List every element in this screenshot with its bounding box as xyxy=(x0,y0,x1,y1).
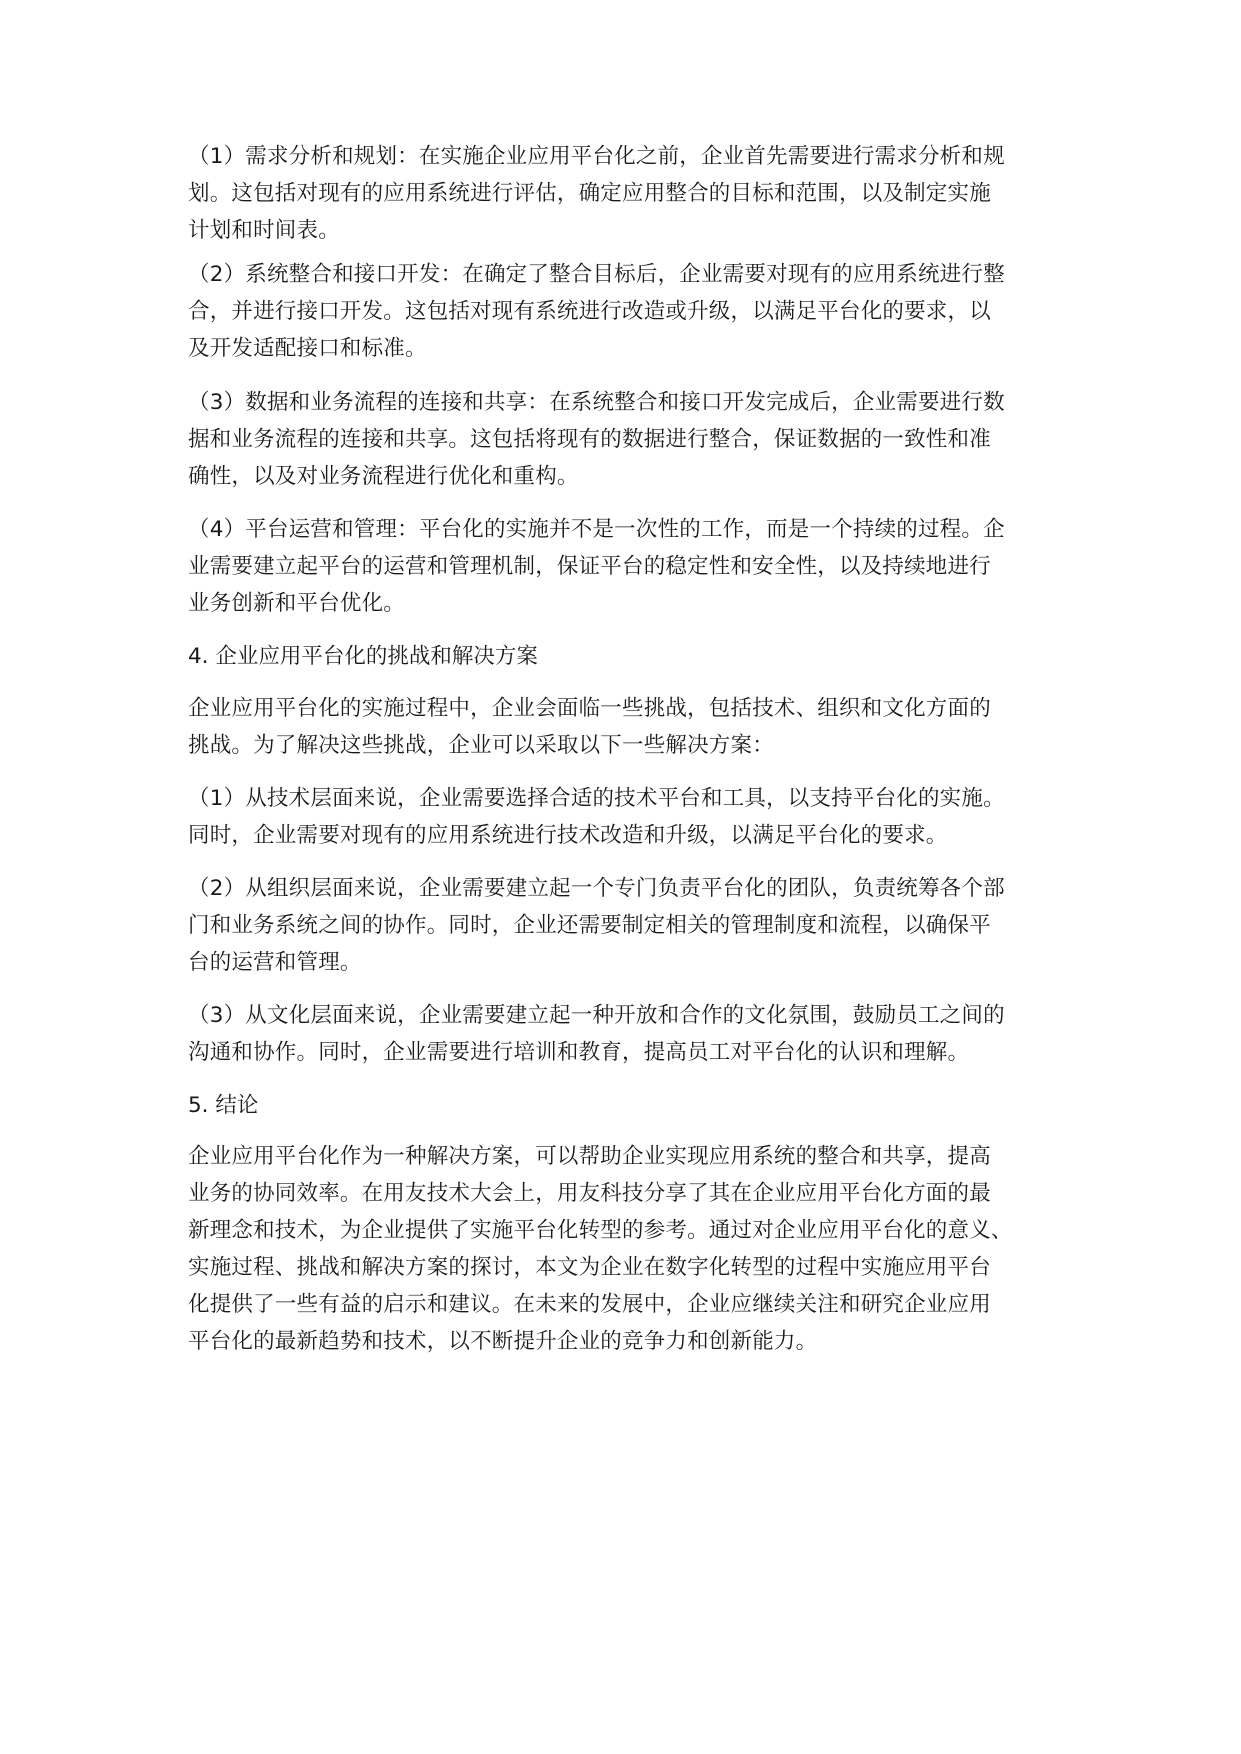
text-line: 划。这包括对现有的应用系统进行评估，确定应用整合的目标和范围，以及制定实施 xyxy=(188,181,991,206)
section-5-heading: 5. 结论 xyxy=(188,1093,259,1118)
text-line: 合，并进行接口开发。这包括对现有系统进行改造或升级，以满足平台化的要求，以 xyxy=(188,299,991,324)
text-line: 企业应用平台化作为一种解决方案，可以帮助企业实现应用系统的整合和共享，提高 xyxy=(188,1144,991,1169)
text-line: 业务创新和平台优化。 xyxy=(188,591,406,616)
text-line: 平台化的最新趋势和技术，以不断提升企业的竞争力和创新能力。 xyxy=(188,1329,818,1354)
text-line: 沟通和协作。同时，企业需要进行培训和教育，提高员工对平台化的认识和理解。 xyxy=(188,1040,970,1065)
text-line: （2）系统整合和接口开发：在确定了整合目标后，企业需要对现有的应用系统进行整 xyxy=(188,262,1005,287)
paragraph-step-4 xyxy=(188,511,1068,622)
text-line: （1）从技术层面来说，企业需要选择合适的技术平台和工具，以支持平台化的实施。 xyxy=(188,786,1005,811)
paragraph-solution-2 xyxy=(188,870,1068,981)
section-4-heading: 4. 企业应用平台化的挑战和解决方案 xyxy=(188,644,538,669)
paragraph-solution-3 xyxy=(188,997,1068,1071)
text-line: 挑战。为了解决这些挑战，企业可以采取以下一些解决方案： xyxy=(188,733,774,758)
text-line: 确性，以及对业务流程进行优化和重构。 xyxy=(188,464,579,489)
section-4-intro xyxy=(188,690,1068,764)
paragraph-step-3 xyxy=(188,384,1068,495)
text-line: 业需要建立起平台的运营和管理机制，保证平台的稳定性和安全性，以及持续地进行 xyxy=(188,554,991,579)
text-line: 化提供了一些有益的启示和建议。在未来的发展中，企业应继续关注和研究企业应用 xyxy=(188,1292,991,1317)
text-line: 台的运营和管理。 xyxy=(188,950,362,975)
text-line: 门和业务系统之间的协作。同时，企业还需要制定相关的管理制度和流程，以确保平 xyxy=(188,913,991,938)
paragraph-step-2 xyxy=(188,256,1068,367)
text-line: （3）从文化层面来说，企业需要建立起一种开放和合作的文化氛围，鼓励员工之间的 xyxy=(188,1003,1005,1028)
text-line: 业务的协同效率。在用友技术大会上，用友科技分享了其在企业应用平台化方面的最 xyxy=(188,1181,991,1206)
text-line: 企业应用平台化的实施过程中，企业会面临一些挑战，包括技术、组织和文化方面的 xyxy=(188,696,991,721)
text-line: 计划和时间表。 xyxy=(188,218,340,243)
paragraph-solution-1 xyxy=(188,780,1068,854)
text-line: 同时，企业需要对现有的应用系统进行技术改造和升级，以满足平台化的要求。 xyxy=(188,823,948,848)
text-line: （2）从组织层面来说，企业需要建立起一个专门负责平台化的团队，负责统筹各个部 xyxy=(188,876,1005,901)
paragraph-step-1 xyxy=(188,138,1068,249)
text-line: （3）数据和业务流程的连接和共享：在系统整合和接口开发完成后，企业需要进行数 xyxy=(188,390,1005,415)
text-line: （1）需求分析和规划：在实施企业应用平台化之前，企业首先需要进行需求分析和规 xyxy=(188,144,1005,169)
text-line: 新理念和技术，为企业提供了实施平台化转型的参考。通过对企业应用平台化的意义、 xyxy=(188,1218,1013,1243)
text-line: 据和业务流程的连接和共享。这包括将现有的数据进行整合，保证数据的一致性和准 xyxy=(188,427,991,452)
text-line: 及开发适配接口和标准。 xyxy=(188,336,427,361)
section-5-conclusion xyxy=(188,1138,1068,1360)
text-line: （4）平台运营和管理：平台化的实施并不是一次性的工作，而是一个持续的过程。企 xyxy=(188,517,1005,542)
text-line: 实施过程、挑战和解决方案的探讨，本文为企业在数字化转型的过程中实施应用平台 xyxy=(188,1255,991,1280)
